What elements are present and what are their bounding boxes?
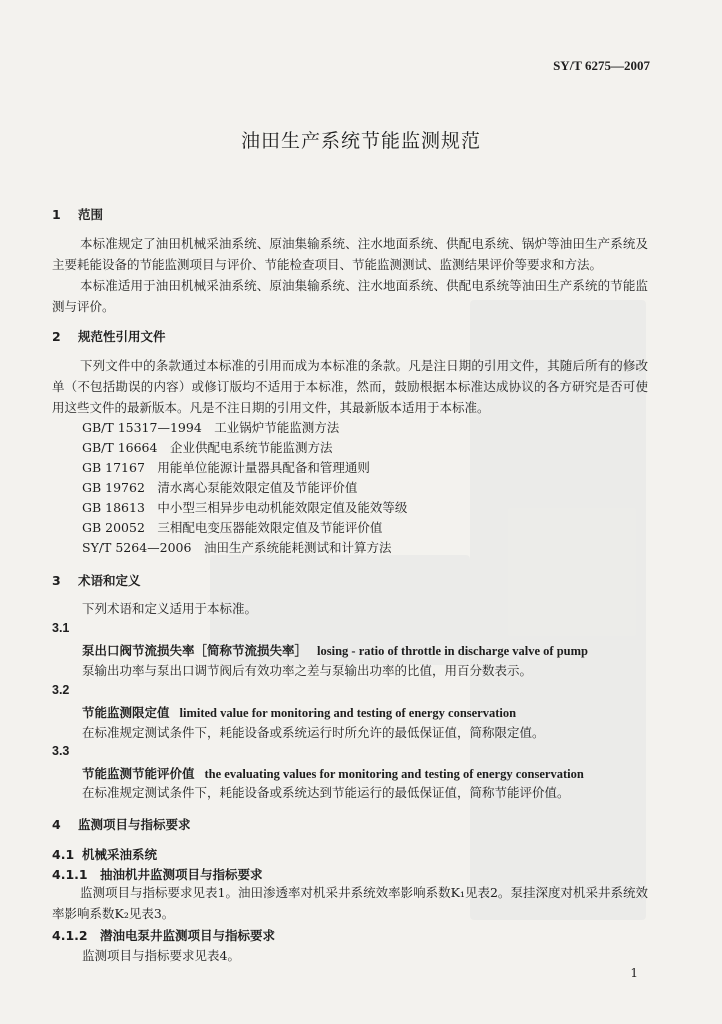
subsection-number: 4.1.1	[52, 867, 88, 882]
section-1-heading	[52, 205, 103, 223]
term-number: 3.1	[52, 621, 70, 635]
section-2-paragraph: 下列文件中的条款通过本标准的引用而成为本标准的条款。凡是注日期的引用文件，其随后所有的修改单（不包括勘误的内容）或修订版均不适用于本标准，然而，鼓励根据本标准达成协议的各方研究是否可使用这些文件的最新版本。凡是不注日期的引用文件，其最新版本适用于本标准。	[52, 358, 648, 415]
subsection-4-1-1-heading	[52, 865, 263, 883]
subsection-4-1-1-paragraph: 监测项目与指标要求见表1。油田渗透率对机采井系统效率影响系数K₁见表2。泵挂深度对机采井系统效率影响系数K₂见表3。	[52, 885, 648, 921]
subsection-title: 抽油机井监测项目与指标要求	[100, 867, 263, 882]
term-definition: 在标准规定测试条件下，耗能设备或系统运行时所允许的最低保证值，简称限定值。	[82, 725, 545, 740]
term-english: limited value for monitoring and testing of energy conservation	[179, 706, 517, 720]
section-4-heading	[52, 815, 191, 833]
section-1-paragraph-2: 本标准适用于油田机械采油系统、原油集输系统、注水地面系统、供配电系统等油田生产系统的节能监测与评价。	[52, 278, 648, 314]
section-1-paragraph-1: 本标准规定了油田机械采油系统、原油集输系统、注水地面系统、供配电系统、锅炉等油田生产系统及主要耗能设备的节能监测项目与评价、节能检查项目、节能监测测试、监测结果评价等要求和方法。	[52, 236, 648, 272]
page-number: 1	[630, 966, 638, 980]
term-number: 3.2	[52, 683, 70, 697]
standard-code: SY/T 6275—2007	[553, 58, 650, 73]
section-title: 术语和定义	[78, 573, 141, 588]
reference-item: GB 19762 清水离心泵能效限定值及节能评价值	[82, 480, 358, 495]
term-english: the evaluating values for monitoring and testing of energy conservation	[204, 767, 584, 781]
section-title: 范围	[78, 207, 104, 222]
reference-item: GB/T 15317—1994 工业锅炉节能监测方法	[82, 420, 340, 435]
section-2-heading	[52, 327, 166, 345]
subsection-4-1-heading	[52, 845, 157, 863]
section-number: 2	[52, 329, 61, 344]
section-number: 1	[52, 207, 61, 222]
section-3-heading	[52, 571, 141, 589]
document-title: 油田生产系统节能监测规范	[240, 130, 481, 152]
term-heading	[82, 764, 584, 782]
reference-item: GB 20052 三相配电变压器能效限定值及节能评价值	[82, 520, 383, 535]
subsection-title: 潜油电泵井监测项目与指标要求	[100, 928, 276, 943]
reference-item: GB 17167 用能单位能源计量器具配备和管理通则	[82, 460, 370, 475]
subsection-number: 4.1.2	[52, 928, 88, 943]
section-number: 3	[52, 573, 61, 588]
section-number: 4	[52, 817, 61, 832]
subsection-4-1-2-paragraph: 监测项目与指标要求见表4。	[82, 948, 240, 963]
reference-item: GB/T 16664 企业供配电系统节能监测方法	[82, 440, 333, 455]
term-english: losing - ratio of throttle in discharge valve of pump	[317, 644, 588, 658]
term-number: 3.3	[52, 744, 70, 758]
section-3-intro: 下列术语和定义适用于本标准。	[82, 601, 258, 616]
section-title: 规范性引用文件	[78, 329, 166, 344]
term-definition: 泵输出功率与泵出口调节阀后有效功率之差与泵输出功率的比值，用百分数表示。	[82, 663, 533, 678]
term-heading	[82, 703, 516, 721]
term-chinese: 节能监测限定值	[82, 705, 170, 720]
subsection-4-1-2-heading	[52, 926, 275, 944]
subsection-title: 机械采油系统	[82, 847, 158, 862]
term-chinese: 泵出口阀节流损失率［简称节流损失率］	[82, 643, 308, 658]
term-heading	[82, 641, 588, 659]
term-chinese: 节能监测节能评价值	[82, 766, 195, 781]
reference-item: SY/T 5264—2006 油田生产系统能耗测试和计算方法	[82, 540, 392, 555]
term-definition: 在标准规定测试条件下，耗能设备或系统达到节能运行的最低保证值，简称节能评价值。	[82, 785, 570, 800]
section-title: 监测项目与指标要求	[78, 817, 191, 832]
reference-item: GB 18613 中小型三相异步电动机能效限定值及能效等级	[82, 500, 408, 515]
subsection-number: 4.1	[52, 847, 75, 862]
